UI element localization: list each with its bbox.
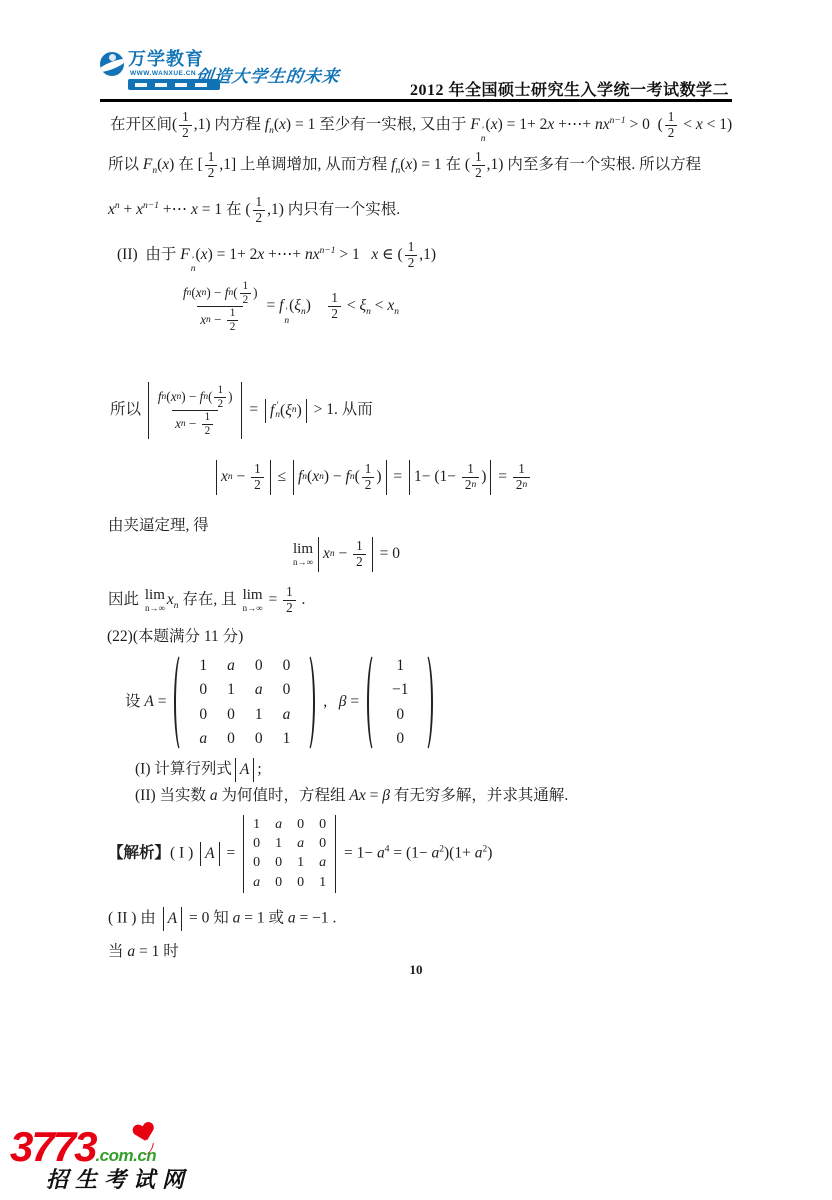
formula-line-14: (II) 当实数 a 为何值时，方程组 Ax = β 有无穷多解，并求其通解. <box>135 787 569 804</box>
logo-brand-text: 万学教育 <box>128 49 204 69</box>
formula-line-5: f n ( x n ) − f n ( 1 2 ) x n − $\frac{1}{2}$ = f ′ n $(\xi_n)$ $\frac{1}{2}$ < $\xi_n < x_n$ <box>183 280 399 333</box>
abs-value: f n ( x n ) − f n ( 1 2 ) x n − $\frac{1}{2}$ <box>148 382 243 439</box>
site-watermark <box>10 1123 220 1192</box>
formula-line-11: (22)(本题满分 11 分) <box>107 628 244 645</box>
formula-line-9: lim n→∞ x n − $\frac{1}{2}$ = 0 <box>291 537 400 572</box>
formula-line-12: 设 A = 1 a 0 0 0 1 a 0 0 0 1 a a 0 0 1 , β = 1 −1 0 0 <box>125 652 437 753</box>
formula-line-2: 所以 $F_n(x)$ 在 [ $\frac{1}{2}$ ,1] 上单调增加, 从而方程 $f_n(x) = 1$ 在 ( $\frac{1}{2}$ ,1) 内至多有一个实根. 所以方程 <box>108 149 702 180</box>
formula-line-6: 所以 f n ( x n ) − f n ( 1 2 ) x n − $\frac{1}{2}$ = f ′ n ( ξ n ) > 1. 从而 <box>110 382 373 439</box>
formula-line-7: x n − $\frac{1}{2}$ ≤ f n ( x n ) − f n ( 1 2 ) = 1− (1− 1 2 n ) = 1 2 n <box>213 460 532 495</box>
formula-line-15: 【解析】( I ) A = 1 a 0 0 0 1 a 0 0 0 1 a a 0 0 1 = $1- a^4 = (1- a^2)(1+ a^2)$ <box>108 815 492 893</box>
watermark-domain: .com.cn <box>95 1146 157 1165</box>
formula-line-13: (I) 计算行列式 A ; <box>135 758 262 782</box>
determinant: 1 a 0 0 0 1 a 0 0 0 1 a a 0 0 1 <box>243 815 336 893</box>
watermark-site-name: 招生考试网 <box>46 1167 192 1192</box>
formula-line-1: 在开区间( $\frac{1}{2}$ ,1) 内方程 $f_n(x) = 1$ 至少有一实根, 又由于 F ′ n (x) = 1+ 2x +⋯+ $nx^{n-1} > 0$ ( $\frac{1}{2}$ < x < 1) <box>110 109 733 145</box>
matrix: 1 −1 0 0 <box>367 652 434 753</box>
abs-value: A <box>200 842 219 866</box>
watermark-number: 3773 <box>10 1123 96 1170</box>
abs-value: A <box>235 758 254 782</box>
formula-line-4: (II) 由于 F ′ n (x) = 1+ 2x +⋯+ $nx^{n-1} > 1$ x ∈ ( $\frac{1}{2}$ ,1) <box>117 239 437 275</box>
heart-balloon-icon <box>132 1122 153 1142</box>
formula-line-8: 由夹逼定理, 得 <box>108 517 209 534</box>
formula-line-17: 当 a = 1 时 <box>108 943 179 960</box>
abs-value: 1− (1− 1 2 n ) <box>409 460 491 495</box>
header-title: 2012 年全国硕士研究生入学统一考试数学二 <box>409 82 729 99</box>
logo-url-text: WWW.WANXUE.CN <box>130 70 197 77</box>
abs-value: x n − $\frac{1}{2}$ <box>318 537 373 572</box>
abs-value: f ′ n ( ξ n ) <box>265 399 307 423</box>
formula-line-16: ( II ) 由 A = 0 知 a = 1 或 a = −1 . <box>108 907 336 931</box>
formula-line-3: $x^n + x^{n-1}$ +⋯ x = 1 在 ( $\frac{1}{2}$ ,1) 内只有一个实根. <box>108 194 401 225</box>
abs-value: A <box>163 907 182 931</box>
matrix: 1 a 0 0 0 1 a 0 0 0 1 a a 0 0 1 <box>174 652 315 753</box>
abs-value: x n − $\frac{1}{2}$ <box>216 460 271 495</box>
page-number: 10 <box>409 962 423 977</box>
logo-tagline: 创造大学生的未来 <box>194 67 341 86</box>
abs-value: f n ( x n ) − f n ( 1 2 ) <box>293 460 387 495</box>
formula-line-10: 因此 lim n→∞ $x_n$ 存在, 且 lim n→∞ = $\frac{1}{2}$ . <box>108 584 306 615</box>
